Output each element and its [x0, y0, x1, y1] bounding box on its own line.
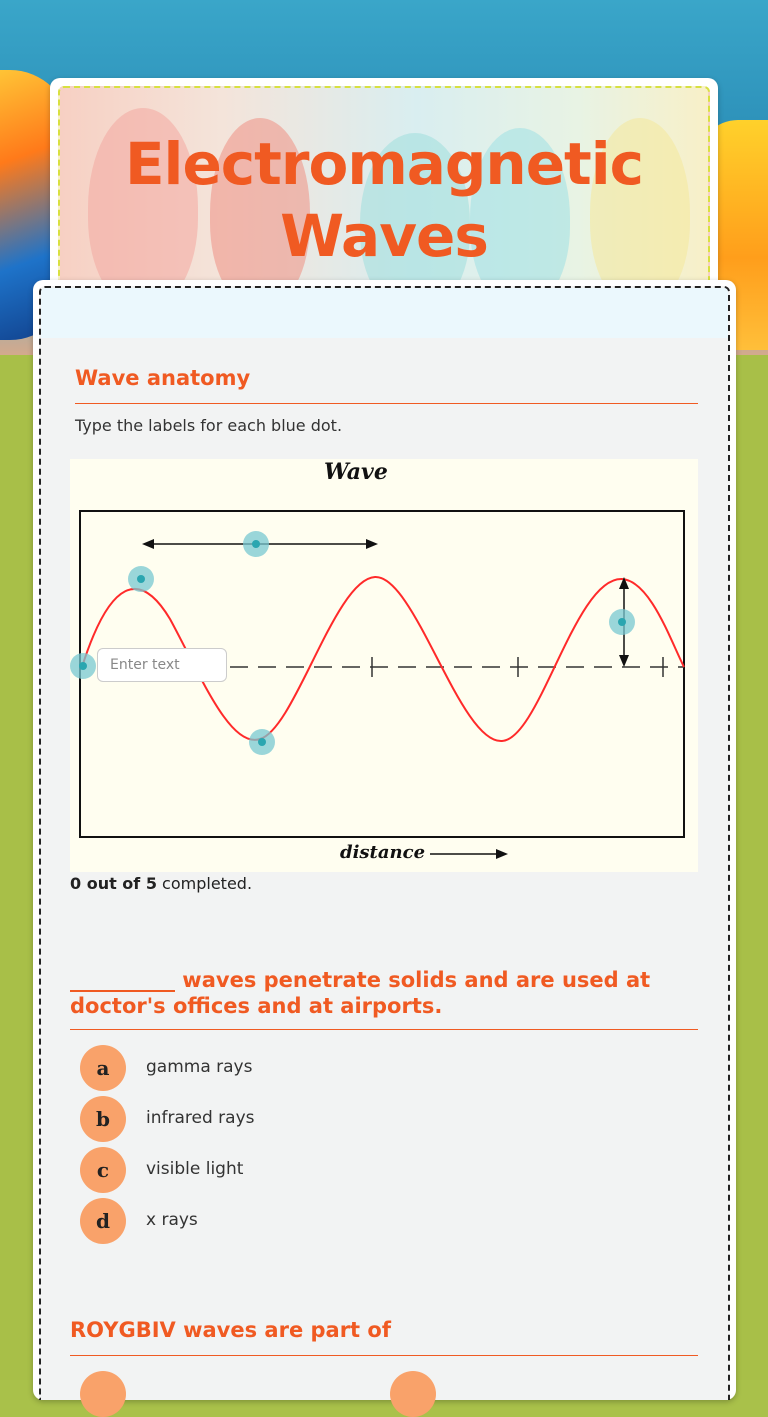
section-divider [75, 403, 698, 404]
option-letter-badge: d [80, 1198, 126, 1244]
axis-label-distance: distance [340, 842, 426, 863]
arrow-head-down [619, 655, 629, 667]
arrow-head-right [496, 849, 508, 859]
progress-suffix: completed. [156, 874, 253, 893]
option-letter-badge[interactable] [390, 1371, 436, 1417]
option-label: infrared rays [146, 1108, 255, 1128]
header-card [50, 78, 718, 298]
arrow-head-right [366, 539, 378, 549]
option-label: x rays [146, 1210, 198, 1230]
option-letter-badge: a [80, 1045, 126, 1091]
section-divider [70, 1355, 698, 1356]
header-banner [58, 86, 710, 290]
instruction-text: Type the labels for each blue dot. [75, 416, 343, 435]
worksheet-top-band [41, 288, 728, 338]
option-label: visible light [146, 1159, 244, 1179]
option-letter-badge[interactable] [80, 1371, 126, 1417]
label-text-input[interactable] [97, 648, 227, 682]
question-1-text: __________ waves penetrate solids and are used at doctor's offices and at airports. [70, 968, 651, 1018]
option-letter-badge: b [80, 1096, 126, 1142]
arrow-head-left [142, 539, 154, 549]
label-dot-rest-position[interactable] [70, 653, 96, 679]
section-title-wave-anatomy: Wave anatomy [75, 366, 251, 390]
label-dot-wavelength[interactable] [243, 531, 269, 557]
label-dot-trough[interactable] [249, 729, 275, 755]
answer-option-c[interactable] [80, 1147, 480, 1193]
question-2-text: ROYGBIV waves are part of [70, 1318, 391, 1342]
progress-count: 0 out of 5 [70, 874, 157, 893]
label-dot-amplitude[interactable] [609, 609, 635, 635]
label-dot-crest[interactable] [128, 566, 154, 592]
answer-option-d[interactable] [80, 1198, 480, 1244]
option-label: gamma rays [146, 1057, 253, 1077]
worksheet-title: Electromagnetic Waves [124, 130, 644, 270]
section-divider [70, 1029, 698, 1030]
diagram-caption: Wave [324, 459, 388, 485]
option-letter-badge: c [80, 1147, 126, 1193]
answer-option-b[interactable] [80, 1096, 480, 1142]
progress-text [70, 874, 252, 893]
answer-option-a[interactable] [80, 1045, 480, 1091]
